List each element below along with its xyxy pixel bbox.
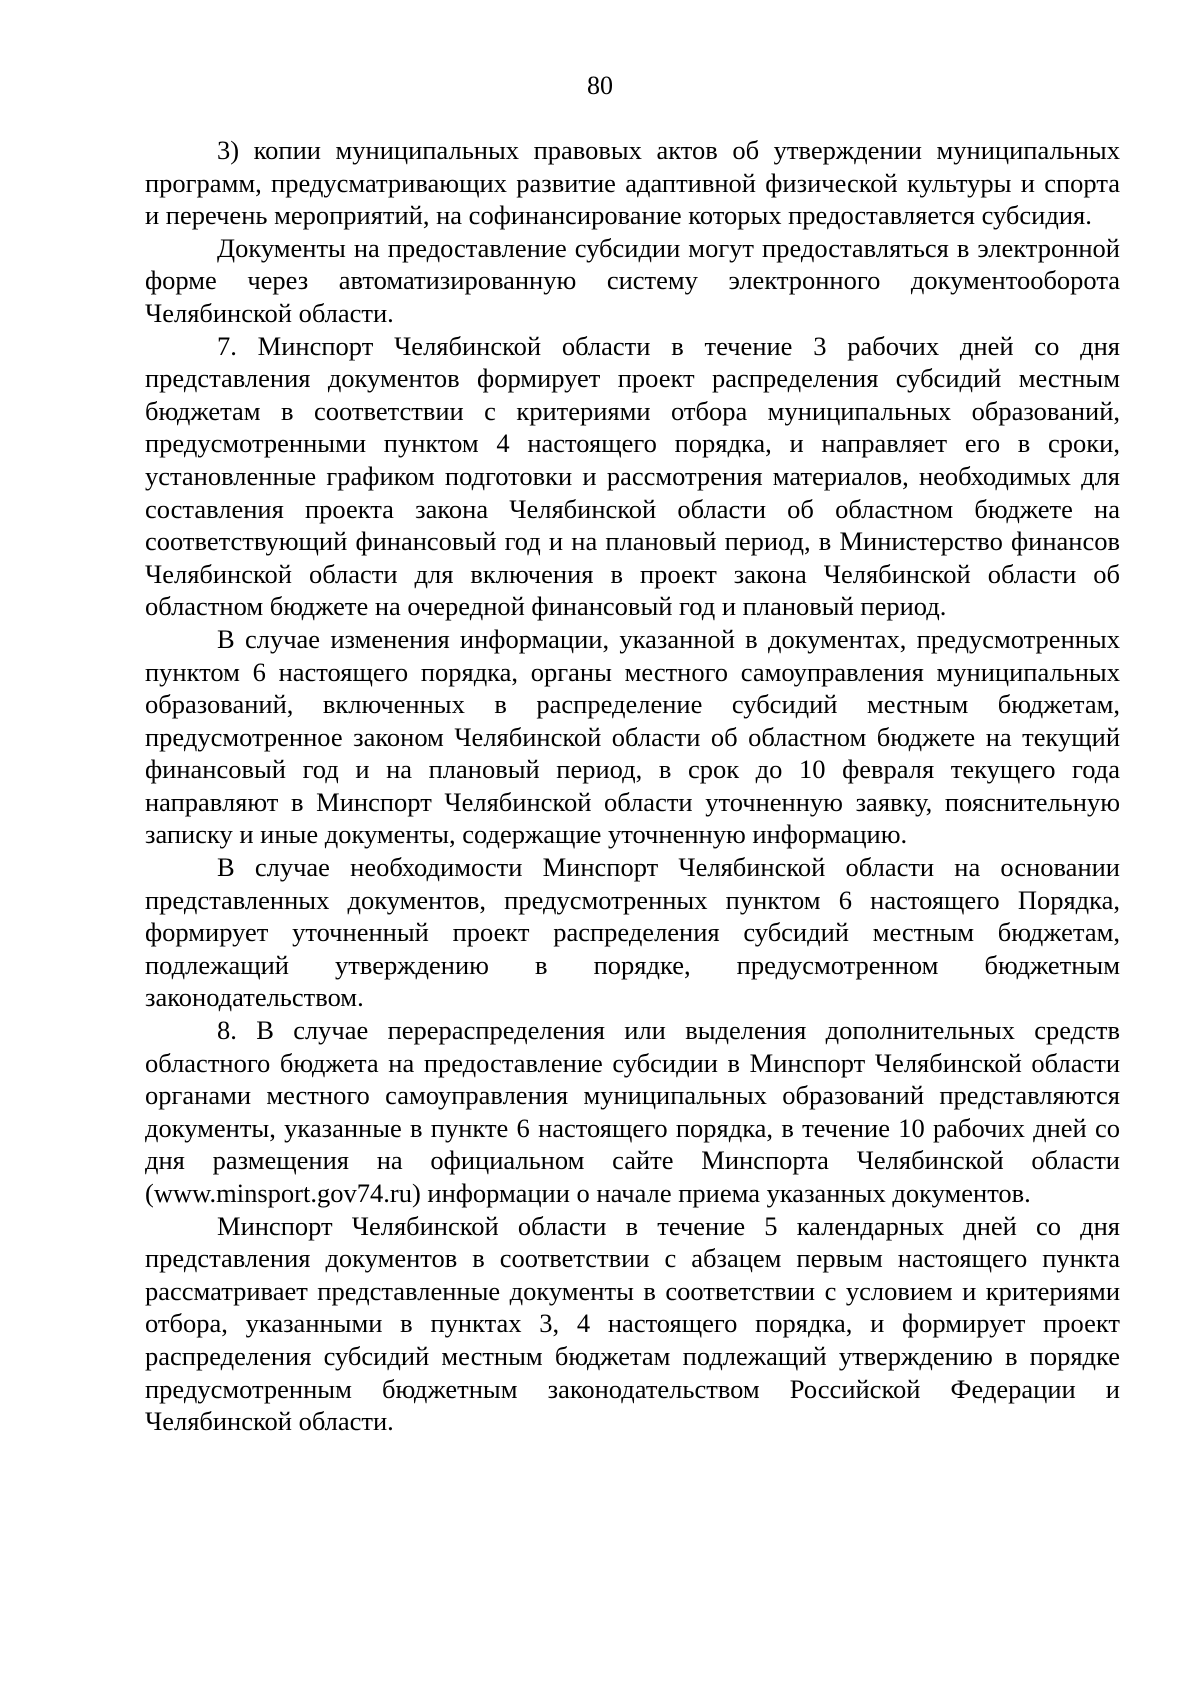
paragraph-refined-project: В случае необходимости Минспорт Челябинской области на основании представленных документов, предусмотренных пунктом 6 настоящего Порядка, формирует уточненный проект распределения субсидий местным бюджетам, подлежащий утверждению в порядке, предусмотренном бюджетным законодательством. [145, 852, 1120, 1013]
page-number: 80 [587, 71, 613, 100]
paragraph-item-3-copies: 3) копии муниципальных правовых актов об утверждении муниципальных программ, предусматривающих развитие адаптивной физической культуры и спорта и перечень мероприятий, на софинансирование которых предоставляется субсидия. [145, 135, 1120, 231]
document-body [145, 134, 1120, 1438]
paragraph-information-change: В случае изменения информации, указанной в документах, предусмотренных пунктом 6 настоящего порядка, органы местного самоуправления муниципальных образований, включенных в распределение субсидий местным бюджетам, предусмотренное законом Челябинской области об областном бюджете на текущий финансовый год и на плановый период, в срок до 10 февраля текущего года направляют в Минспорт Челябинской области уточненную заявку, пояснительную записку и иные документы, содержащие уточненную информацию. [145, 623, 1120, 850]
paragraph-clause-7: 7. Минспорт Челябинской области в течение 3 рабочих дней со дня представления документов формирует проект распределения субсидий местным бюджетам в соответствии с критериями отбора муниципальных образований, предусмотренными пунктом 4 настоящего порядка, и направляет его в сроки, установленные графиком подготовки и рассмотрения материалов, необходимых для составления проекта закона Челябинской области об областном бюджете на соответствующий финансовый год и на плановый период, в Министерство финансов Челябинской области для включения в проект закона Челябинской области об областном бюджете на очередной финансовый год и плановый период. [145, 330, 1120, 622]
paragraph-review-documents: Минспорт Челябинской области в течение 5 календарных дней со дня представления документов в соответствии с абзацем первым настоящего пункта рассматривает представленные документы в соответствии с условием и критериями отбора, указанными в пунктах 3, 4 настоящего порядка, и формирует проект распределения субсидий местным бюджетам подлежащий утверждению в порядке предусмотренным бюджетным законодательством Российской Федерации и Челябинской области. [145, 1210, 1120, 1437]
paragraph-electronic-documents: Документы на предоставление субсидии могут предоставляться в электронной форме через автоматизированную систему электронного документооборота Челябинской области. [145, 232, 1120, 328]
paragraph-clause-8: 8. В случае перераспределения или выделения дополнительных средств областного бюджета на предоставление субсидии в Минспорт Челябинской области органами местного самоуправления муниципальных образований представляются документы, указанные в пункте 6 настоящего порядка, в течение 10 рабочих дней со дня размещения на официальном сайте Минспорта Челябинской области (www.minsport.gov74.ru) информации о начале приема указанных документов. [145, 1015, 1120, 1208]
